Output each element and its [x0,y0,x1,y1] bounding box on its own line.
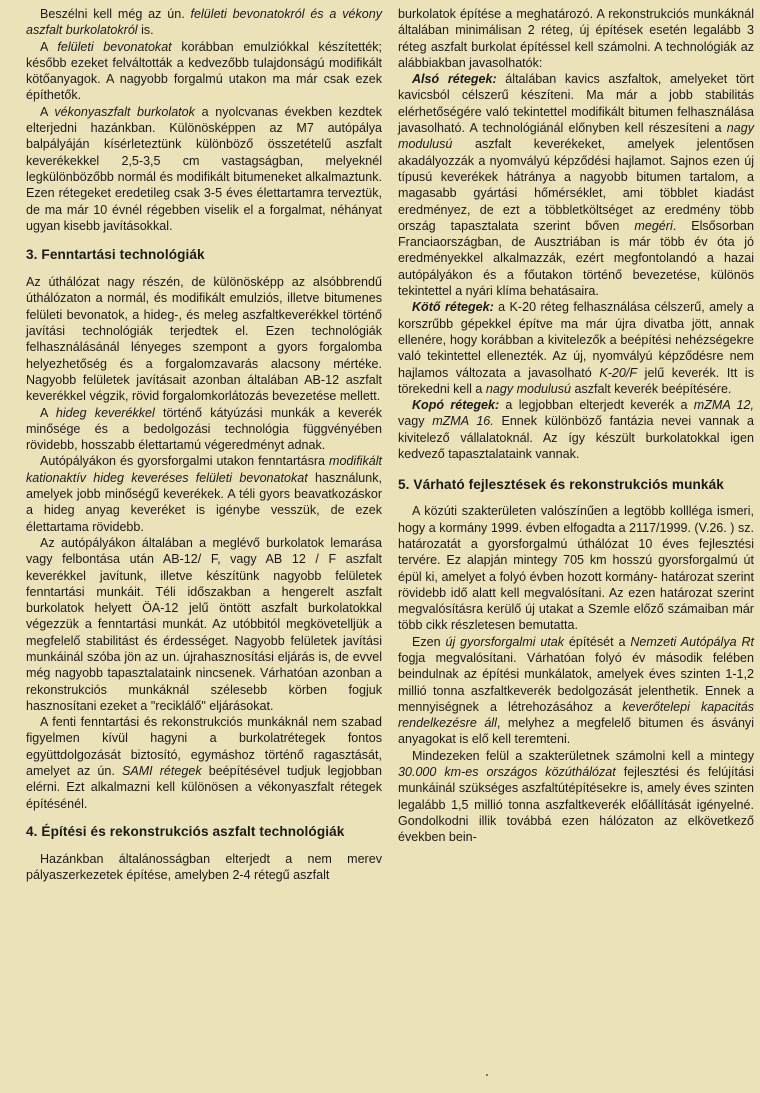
paragraph [398,634,754,748]
text-run: A közúti szakterületen valószínűen a legtöbb kollléga ismeri, hogy a kormány 1999. évben elfogadta a 2117/1999. (V.26. ) sz. határozatát a gyorsforgalmú úthálózat 10 éves fejlesztési tervére. Ez alapján mintegy 705 km hosszú gyorsforgalmú út épül ki, amelyet a folyó évben hozott kormány- határozat szerint rövidebb idő alatt kell megvalósítani. Az ezen határozat szerint megvalósításra kerülő új utakat a Szemle előző számaiban már több cikk részletesen bemutatta. [398,504,754,633]
text-run: , melyhez a megfelelő bitumen és ásványi anyagokat is elő kell teremteni. [398,716,754,747]
bold-italic-run: Alsó rétegek: [412,72,497,87]
text-run: használunk, amelyek jobb minőségű keverékek. A téli gyors beavatkozáskor a hideg anyag keveréket is igénybe vesszük, de ezek élettartama rövidebb. [26,470,382,534]
italic-run: felületi bevonatokról és a vékony aszfalt burkolatokról [26,7,382,38]
text-run: a nyolcvanas években kezdtek elterjedni hazánkban. Különösképpen az M7 autópálya balpályáján kísérleteztünk különböző összetételű aszfalt keverékekkel 2,5-3,5 cm vastagságban, melyeknél legkülönbözőbb normál és modifikált bitumeneket alkalmaztunk. Ezen rétegeket eredetileg csak 3-5 éves élettartamra terveztük, de ma már 10 évnél régebben viselik el a forgalmat, néhányat ugyan kisebb javításokkal. [26,104,382,233]
text-run: A [40,39,58,54]
paragraph [26,104,382,234]
italic-run: vékonyaszfalt burkolatok [54,104,195,119]
section-heading-5: 5. Várható fejlesztések és rekonstrukciós munkák [398,477,724,493]
text-run: vagy [398,414,433,429]
italic-run: Nemzeti Autópálya Rt [630,634,754,649]
text-run: A [40,405,56,420]
paragraph [26,453,382,534]
text-run: A fenti fenntartási és rekonstrukciós munkáknál nem szabad figyelmen kívül hagyni a burkolatrétegek fontos együttdolgozását biztosító, egymáshoz történő ragasztását, amelyet az ún. [26,715,382,779]
italic-run: SAMI rétegek [121,764,202,779]
text-run: építését a [564,634,631,649]
text-run: fejlesztési és felújítási munkáinál szükséges aszfaltútépítésekre is, amely éves szinten legalább 1,5 millió tonna aszfaltkeverék előállítását igényelné. Gondolkodni illik továbbá ezen hálózaton az elkövetkező években bein- [398,765,754,845]
paragraph [398,397,754,462]
paragraph [398,748,754,846]
text-run: burkolatok építése a meghatározó. A rekonstrukciós munkáknál általában minimálisan 2 réteg, új építések esetén legalább 3 réteg aszfalt burkolat építéssel kell számolni. A technológiák az alábbiakban javasolhatók: [398,7,754,70]
text-run: történő kátyúzási munkák a keverék minősége és a bedolgozási technológia függvényében rövidebb, hosszabb élettartamú végeredményt adnak. [26,405,382,453]
text-run: is. [137,23,154,38]
italic-run: megéri [634,218,673,233]
text-run: beépítésével tudjuk legjobban elérni. Ezt alkalmazni kell különösen a vékonyaszfalt rétegek építésénél. [26,764,382,811]
italic-run: modifikált kationaktív hideg keveréses felületi bevonatokat [26,454,382,485]
text-run: jelű keverék. Itt is törekedni kell a [398,365,754,396]
paragraph [398,6,754,71]
left-column [26,6,382,884]
italic-run: mZMA 12, [693,398,754,413]
paragraph [26,6,382,39]
italic-run: nagy modulusú [398,121,754,152]
italic-run: nagy modulusú [485,381,571,396]
paragraph [398,299,754,397]
text-run: Ennek különböző fantázia nevei vannak a kivitelező vállalatoknál. Az így készült burkolatokkal igen kedvező tapasztalataink vannak. [398,414,754,462]
section-heading-4: 4. Építési és rekonstrukciós aszfalt technológiák [26,823,345,839]
italic-run: K-20/F [599,365,638,380]
italic-run: keverőtelepi kapacitás rendelkezésre áll [398,699,754,731]
text-run: Az úthálózat nagy részén, de különösképp az alsóbbrendű úthálózaton a normál, és modifikált emulziós, illetve bitumenes felületi bevonatok, a hideg-, és meleg aszfaltkeverékkel történő javítási technológiák terjedtek el. Ezen technológiák felhasználásánál lényeges szempont a gyors forgalomba helyezhetőség és a forgalomzavarás alacsony mértéke. Nagyobb felületek javításait azonban általában AB-12 aszfalt keverékkel végzik, rövid forgalomkorlátozás bevezetése mellett. [26,275,382,404]
text-run: Mindezeken felül a szakterületnek számolni kell a mintegy [412,748,754,763]
section-heading-3: 3. Fenntartási technológiák [26,247,205,263]
bold-italic-run: Kötő rétegek: [412,300,494,315]
page-speck [486,1074,488,1076]
paragraph [26,714,382,812]
text-run: aszfalt keverék beépítésére. [571,381,732,396]
paragraph [26,535,382,714]
italic-run: felületi bevonatokat [57,39,172,54]
text-run: a K-20 réteg felhasználása célszerű, amely a korszrűbb gépekkel építve ma már újra divatba jött, annak ellenére, hogy korábban a kivitelezők a beépítési nehézségekre való tekintettel ellenezték. Az új, nyomvályú képződésre nem hajlamos változata a javasolható [398,300,754,380]
paragraph [26,274,382,404]
text-run: Autópályákon és gyorsforgalmi utakon fenntartásra [40,454,329,469]
text-run: általában kavics aszfaltok, amelyeket tört kavicsból célszerű készíteni. Ma már a jobb stabilitás elérhetőségére való tekintettel modifikált bitumen felhasználása javasolható. A technológiánál előnyben kell részesíteni a [398,72,754,136]
text-run: Az autópályákon általában a meglévő burkolatok lemarása vagy felbontása után AB-12/ F, vagy AB 12 / F aszfalt keverékkel javítunk, illetve készítünk nagyobb felületek fenntartási munkáit. Téli időszakban a hengerelt aszfalt burkolatok helyett ÖA-12 jelű öntött aszfalt burkolatokkal végezzük a fenntartási munkát. Az utóbbitól megkövetelljük a megfelelő stabilitást és érdességet. Nagyobb felületek javítási munkáinál szóba jön az un. újrahasznosítási eljárás is, de evvel még nagyobb tapasztalataink nincsenek. Várhatóan azonban a rekonstrukciós munkáknál szélesebb körben fogjuk hasznosítani ezeket a "reciklálő" eljárásokat. [26,535,382,713]
text-run: . Elsősorban Franciaországban, de Ausztriában is már több év óta jó eredményekkel alkalmazzák, ezért megfontolandó a hazai autópályákon és a főutakon történő bevezetése, különös tekintettel a nyári klíma behatásaira. [398,218,754,299]
text-run: a legjobban elterjedt keverék a [499,398,694,413]
right-column [398,6,754,846]
paragraph [26,39,382,104]
text-run: A [40,104,55,119]
italic-run: mZMA 16. [432,414,494,429]
italic-run: hideg keverékkel [55,405,155,420]
bold-italic-run: Kopó rétegek: [412,398,500,413]
text-run: korábban emulziókkal készítették; később ezeket felváltották a kedvezőbb tulajdonságú modifikált kötőanyagok. A nagyobb forgalmú utakon ma már csak ezek építhetők. [26,39,383,103]
paragraph [398,503,754,633]
paragraph [398,71,754,299]
italic-run: 30.000 km-es országos közúthálózat [398,765,616,780]
italic-run: új gyorsforgalmi utak [445,634,565,649]
text-run: Hazánkban általánosságban elterjedt a nem merev pályaszerkezetek építése, amelyben 2-4 rétegű aszfalt [26,851,382,883]
text-run: Ezen [412,634,446,649]
text-run: Beszélni kell még az ún. [40,7,191,21]
paragraph [26,405,382,454]
paragraph [26,851,382,884]
text-run: fogja megvalósítani. Várhatóan folyó év második felében beindulnak az építési munkálatok, amelyek éves szinten 1-1,2 millió tonna aszfaltkeverék bedolgozását jelenthetik. Ennek a mennyiségnek a létrehozásához a [398,650,754,714]
text-run: aszfalt keverékeket, amelyek jelentősen akadályozzák a nyomvályú képződési hajlamot. Sajnos ezen új típusú keverékek hátránya a nagyobb bitumen tartalom, a magasabb gyártási hőmérséklet, ami többlet kiadást eredményez, de ezt a többletköltséget az eredmény több ország tapasztalata szerint bőven [398,137,754,233]
